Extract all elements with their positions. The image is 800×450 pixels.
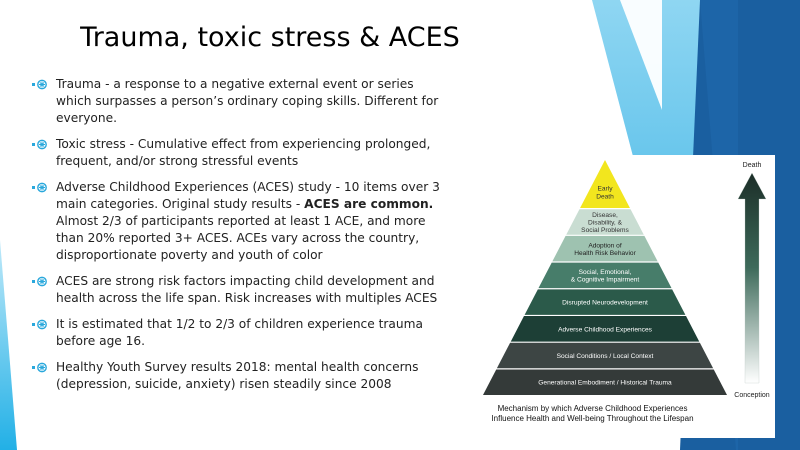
- bullet-marker-icon: [32, 182, 48, 193]
- pyramid-level-label: Health Risk Behavior: [574, 249, 636, 257]
- pyramid-caption-line: Mechanism by which Adverse Childhood Experiences: [497, 404, 688, 413]
- pyramid-level-label: Disrupted Neurodevelopment: [562, 299, 648, 307]
- bullet-text: Trauma - a response to a negative external event or series which surpasses a person’s ordinary coping skills. Different for everyone.: [56, 77, 439, 125]
- bullet-list: [32, 76, 442, 402]
- bullet-text: Healthy Youth Survey results 2018: mental health concerns (depression, suicide, anxiety) risen steadily since 2008: [56, 360, 419, 391]
- bullet-marker-icon: [32, 319, 48, 330]
- pyramid-level-label: Adverse Childhood Experiences: [558, 326, 652, 334]
- bullet-item: [32, 359, 442, 393]
- bullet-text-bold: ACES are common.: [304, 197, 434, 211]
- pyramid-level-label: Disease,: [592, 211, 618, 219]
- pyramid-level-label: Social, Emotional,: [578, 269, 632, 277]
- bullet-item: [32, 179, 442, 264]
- slide-title: Trauma, toxic stress & ACES: [80, 22, 460, 53]
- ace-pyramid: [475, 155, 775, 405]
- bullet-text: It is estimated that 1/2 to 2/3 of children experience trauma before age 16.: [56, 317, 423, 348]
- lifespan-arrow-icon: [738, 173, 766, 383]
- pyramid-level-label: Social Problems: [581, 227, 629, 235]
- pyramid-level-label: Death: [596, 193, 614, 201]
- pyramid-level-label: Adoption of: [588, 242, 622, 250]
- bullet-item: [32, 76, 442, 127]
- pyramid-caption-line: Influence Health and Well-being Throughout the Lifespan: [491, 414, 694, 423]
- pyramid-level-label: Disability, &: [588, 219, 622, 227]
- bullet-marker-icon: [32, 276, 48, 287]
- bullet-marker-icon: [32, 79, 48, 90]
- pyramid-level: [580, 160, 630, 208]
- bullet-text: Adverse Childhood Experiences (ACES) study - 10 items over 3 main categories. Original study results -: [56, 180, 440, 211]
- bullet-marker-icon: [32, 362, 48, 373]
- bullet-text: Almost 2/3 of participants reported at least 1 ACE, and more than 20% reported 3+ ACES. ACEs vary across the country, disproportionate poverty and youth of color: [56, 214, 426, 262]
- pyramid-level-label: Generational Embodiment / Historical Trauma: [538, 379, 672, 387]
- bullet-text: ACES are strong risk factors impacting child development and health across the life span. Risk increases with multiples ACES: [56, 274, 438, 305]
- bullet-item: [32, 316, 442, 350]
- bullet-item: [32, 273, 442, 307]
- pyramid-level-label: Early: [597, 185, 613, 193]
- pyramid-level-label: & Cognitive Impairment: [570, 276, 640, 284]
- pyramid-level-label: Social Conditions / Local Context: [556, 353, 654, 361]
- bullet-text: Toxic stress - Cumulative effect from experiencing prolonged, frequent, and/or strong stressful events: [56, 137, 431, 168]
- bullet-marker-icon: [32, 139, 48, 150]
- pyramid-caption: [475, 404, 710, 424]
- bullet-item: [32, 136, 442, 170]
- arrow-top-label: Death: [742, 162, 762, 169]
- arrow-bottom-label: Conception: [734, 392, 770, 399]
